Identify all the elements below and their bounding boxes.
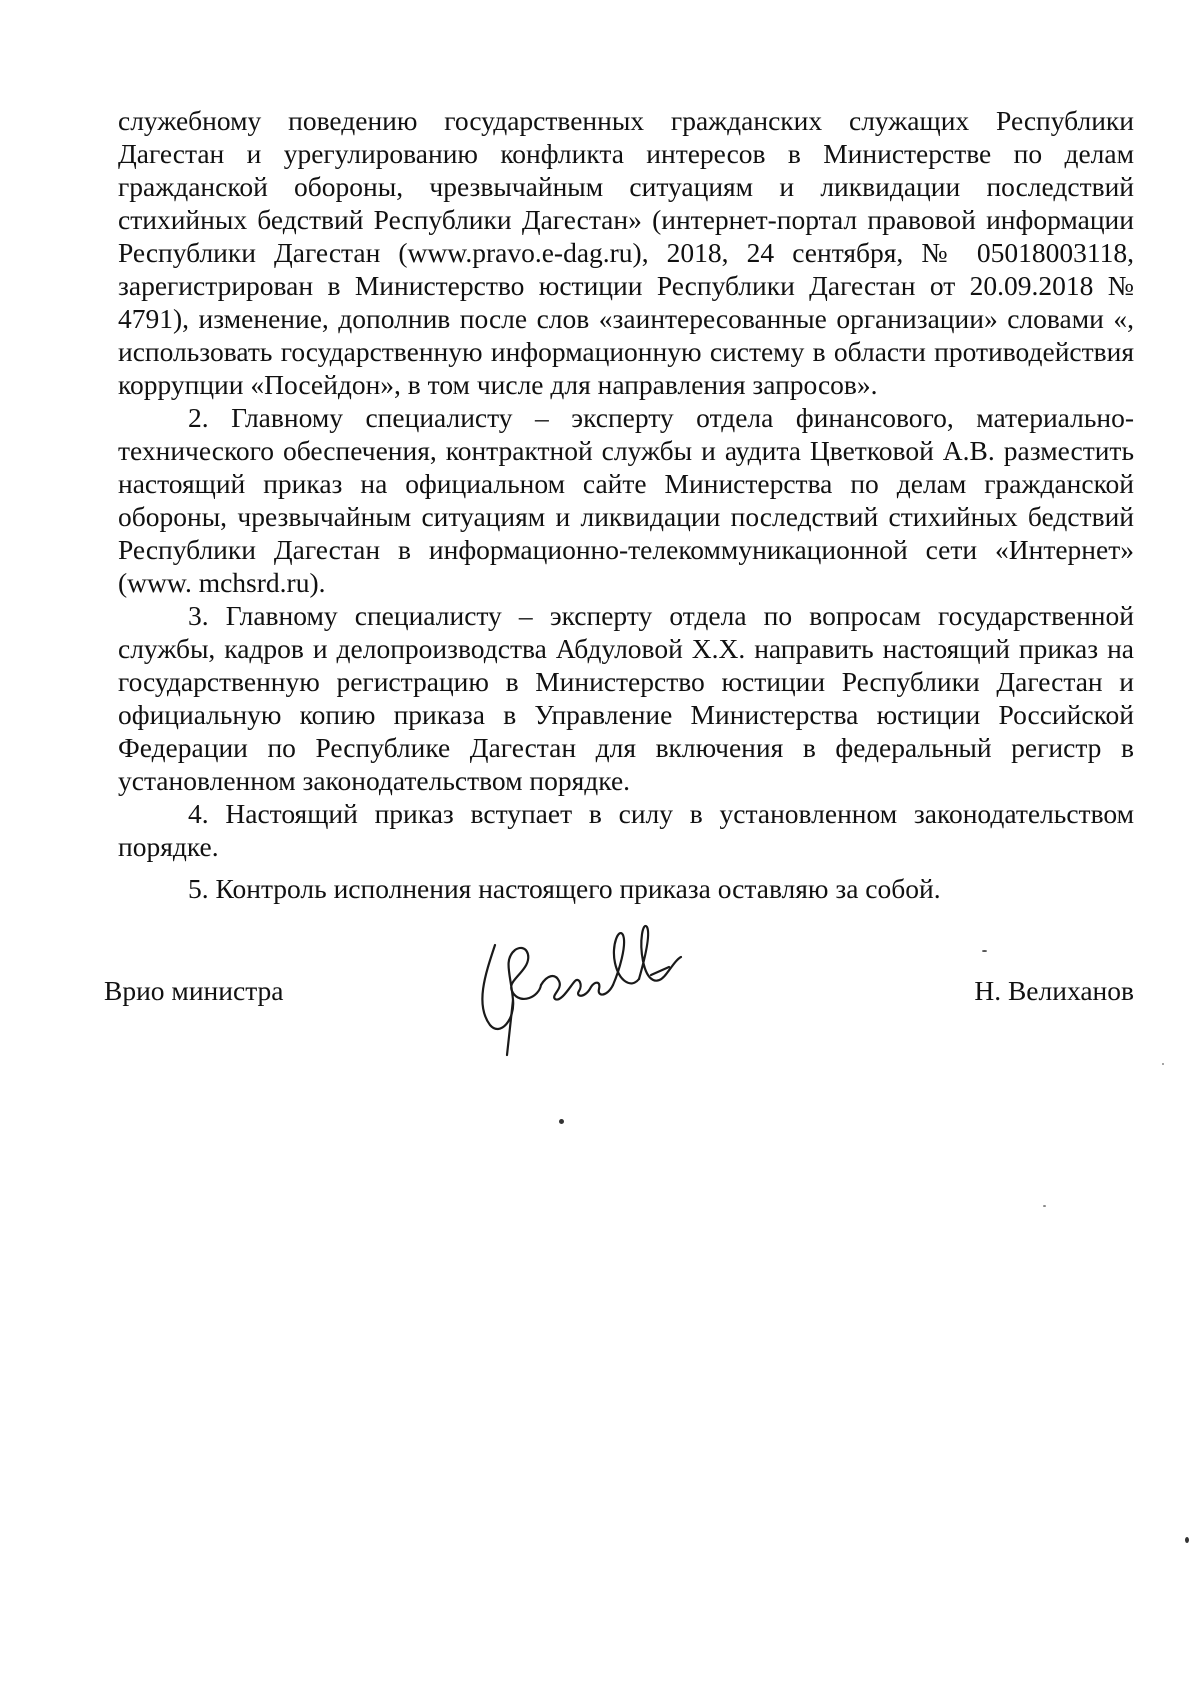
paragraph-item-3: 3. Главному специалисту – эксперту отдела по вопросам государственной службы, кадров и делопроизводства Абдуловой Х.Х. направить настоящий приказ на государственную регистрацию в Министерство юстиции Республики Дагестан и официальную копию приказа в Управление Министерства юстиции Российской Федерации по Республике Дагестан для включения в федеральный регистр в установленном законодательством порядке. [118, 600, 1134, 796]
paragraph-item-4: 4. Настоящий приказ вступает в силу в установленном законодательством порядке. [118, 798, 1134, 862]
signatory-position: Врио министра [104, 975, 284, 1006]
scan-speck [982, 950, 987, 952]
scan-speck [1043, 1205, 1046, 1207]
scan-speck [1162, 1063, 1164, 1065]
handwritten-signature [455, 905, 695, 1065]
paragraph-continuation: служебному поведению государственных гражданских служащих Республики Дагестан и урегулированию конфликта интересов в Министерстве по делам гражданской обороны, чрезвычайным ситуациям и ликвидации последствий стихийных бедствий Республики Дагестан» (интернет-портал правовой информации Республики Дагестан (www.pravo.e-dag.ru), 2018, 24 сентября, № 05018003118, зарегистрирован в Министерство юстиции Республики Дагестан от 20.09.2018 № 4791), изменение, дополнив после слов «заинтересованные организации» словами «, использовать государственную информационную систему в области противодействия коррупции «Посейдон», в том числе для направления запросов». [118, 105, 1134, 400]
paragraph-item-2: 2. Главному специалисту – эксперту отдела финансового, материально-технического обеспечения, контрактной службы и аудита Цветковой А.В. разместить настоящий приказ на официальном сайте Министерства по делам гражданской обороны, чрезвычайным ситуациям и ликвидации последствий стихийных бедствий Республики Дагестан в информационно-телекоммуникационной сети «Интернет» (www. mchsrd.ru). [118, 402, 1134, 598]
scan-speck [559, 1119, 564, 1124]
paragraph-item-5: 5. Контроль исполнения настоящего приказа оставляю за собой. [188, 873, 941, 904]
document-body [118, 104, 1134, 905]
scan-speck [1185, 1537, 1189, 1543]
signatory-name: Н. Велиханов [974, 975, 1134, 1006]
